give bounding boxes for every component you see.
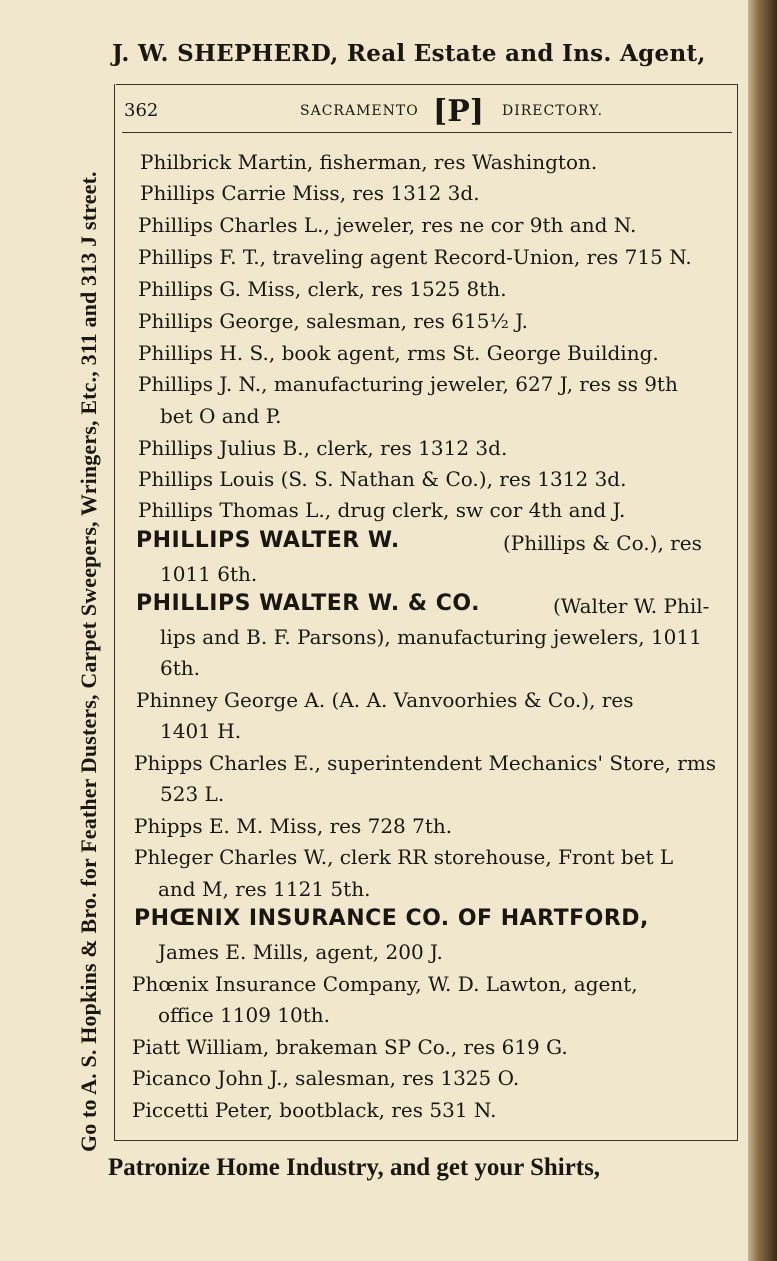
- section-title: DIRECTORY.: [502, 103, 604, 119]
- footer-advertisement: Patronize Home Industry, and get your Shirts,: [108, 1154, 601, 1181]
- directory-entry: Piccetti Peter, bootblack, res 531 N.: [132, 1098, 497, 1122]
- directory-entry: Piatt William, brakeman SP Co., res 619 G.: [132, 1035, 568, 1059]
- directory-entry-detail: (Walter W. Phil-: [553, 594, 710, 618]
- directory-entry: Phillips George, salesman, res 615½ J.: [138, 309, 529, 333]
- side-advertisement: Go to A. S. Hopkins & Bro. for Feather Dusters, Carpet Sweepers, Wringers, Etc., 311 and 313 J street.: [76, 171, 101, 1153]
- directory-entry-continuation: lips and B. F. Parsons), manufacturing jewelers, 1011: [160, 625, 702, 649]
- directory-entry-continuation: James E. Mills, agent, 200 J.: [158, 940, 443, 964]
- directory-entry: Phinney George A. (A. A. Vanvoorhies & Co.), res: [136, 688, 634, 712]
- directory-entry-continuation: 6th.: [160, 656, 200, 680]
- page-header: [122, 94, 732, 130]
- header-advertisement: J. W. SHEPHERD, Real Estate and Ins. Agent,: [112, 40, 706, 67]
- directory-entry: Phillips F. T., traveling agent Record-Union, res 715 N.: [138, 245, 692, 269]
- directory-entry: Phillips Charles L., jeweler, res ne cor 9th and N.: [138, 213, 637, 237]
- directory-entry-continuation: 1401 H.: [160, 719, 242, 743]
- directory-entry-bold: PHILLIPS WALTER W. & CO.: [136, 591, 480, 616]
- directory-entry: Phillips Thomas L., drug clerk, sw cor 4th and J.: [138, 498, 626, 522]
- directory-entry-continuation: 1011 6th.: [160, 562, 258, 586]
- page-number: 362: [124, 100, 159, 121]
- directory-entry-continuation: office 1109 10th.: [158, 1003, 331, 1027]
- directory-entry: Phillips G. Miss, clerk, res 1525 8th.: [138, 277, 507, 301]
- directory-entry: Phipps E. M. Miss, res 728 7th.: [134, 814, 453, 838]
- directory-entry: Phillips Carrie Miss, res 1312 3d.: [140, 181, 480, 205]
- directory-entry-bold: PHILLIPS WALTER W.: [136, 528, 400, 553]
- directory-entry: Phœnix Insurance Company, W. D. Lawton, agent,: [132, 972, 638, 996]
- directory-entry: Phillips Julius B., clerk, res 1312 3d.: [138, 436, 508, 460]
- directory-entry-continuation: bet O and P.: [160, 404, 282, 428]
- directory-entry-continuation: 523 L.: [160, 782, 225, 806]
- directory-entry: Philbrick Martin, fisherman, res Washington.: [140, 150, 598, 174]
- directory-entry: Picanco John J., salesman, res 1325 O.: [132, 1066, 520, 1090]
- page-edge-shadow: [748, 0, 777, 1261]
- directory-entry: Phillips H. S., book agent, rms St. George Building.: [138, 341, 659, 365]
- section-letter: [P]: [433, 94, 484, 129]
- directory-entry: Phillips J. N., manufacturing jeweler, 627 J, res ss 9th: [138, 372, 678, 396]
- directory-entry-detail: (Phillips & Co.), res: [503, 531, 702, 555]
- directory-entry-bold: PHŒNIX INSURANCE CO. OF HARTFORD,: [134, 906, 649, 931]
- directory-entry: Phipps Charles E., superintendent Mechanics' Store, rms: [134, 751, 717, 775]
- city-name: SACRAMENTO: [300, 103, 419, 119]
- directory-entry: Phillips Louis (S. S. Nathan & Co.), res 1312 3d.: [138, 467, 627, 491]
- header-rule: [122, 132, 732, 133]
- directory-entry-continuation: and M, res 1121 5th.: [158, 877, 371, 901]
- directory-entry: Phleger Charles W., clerk RR storehouse, Front bet L: [134, 845, 674, 869]
